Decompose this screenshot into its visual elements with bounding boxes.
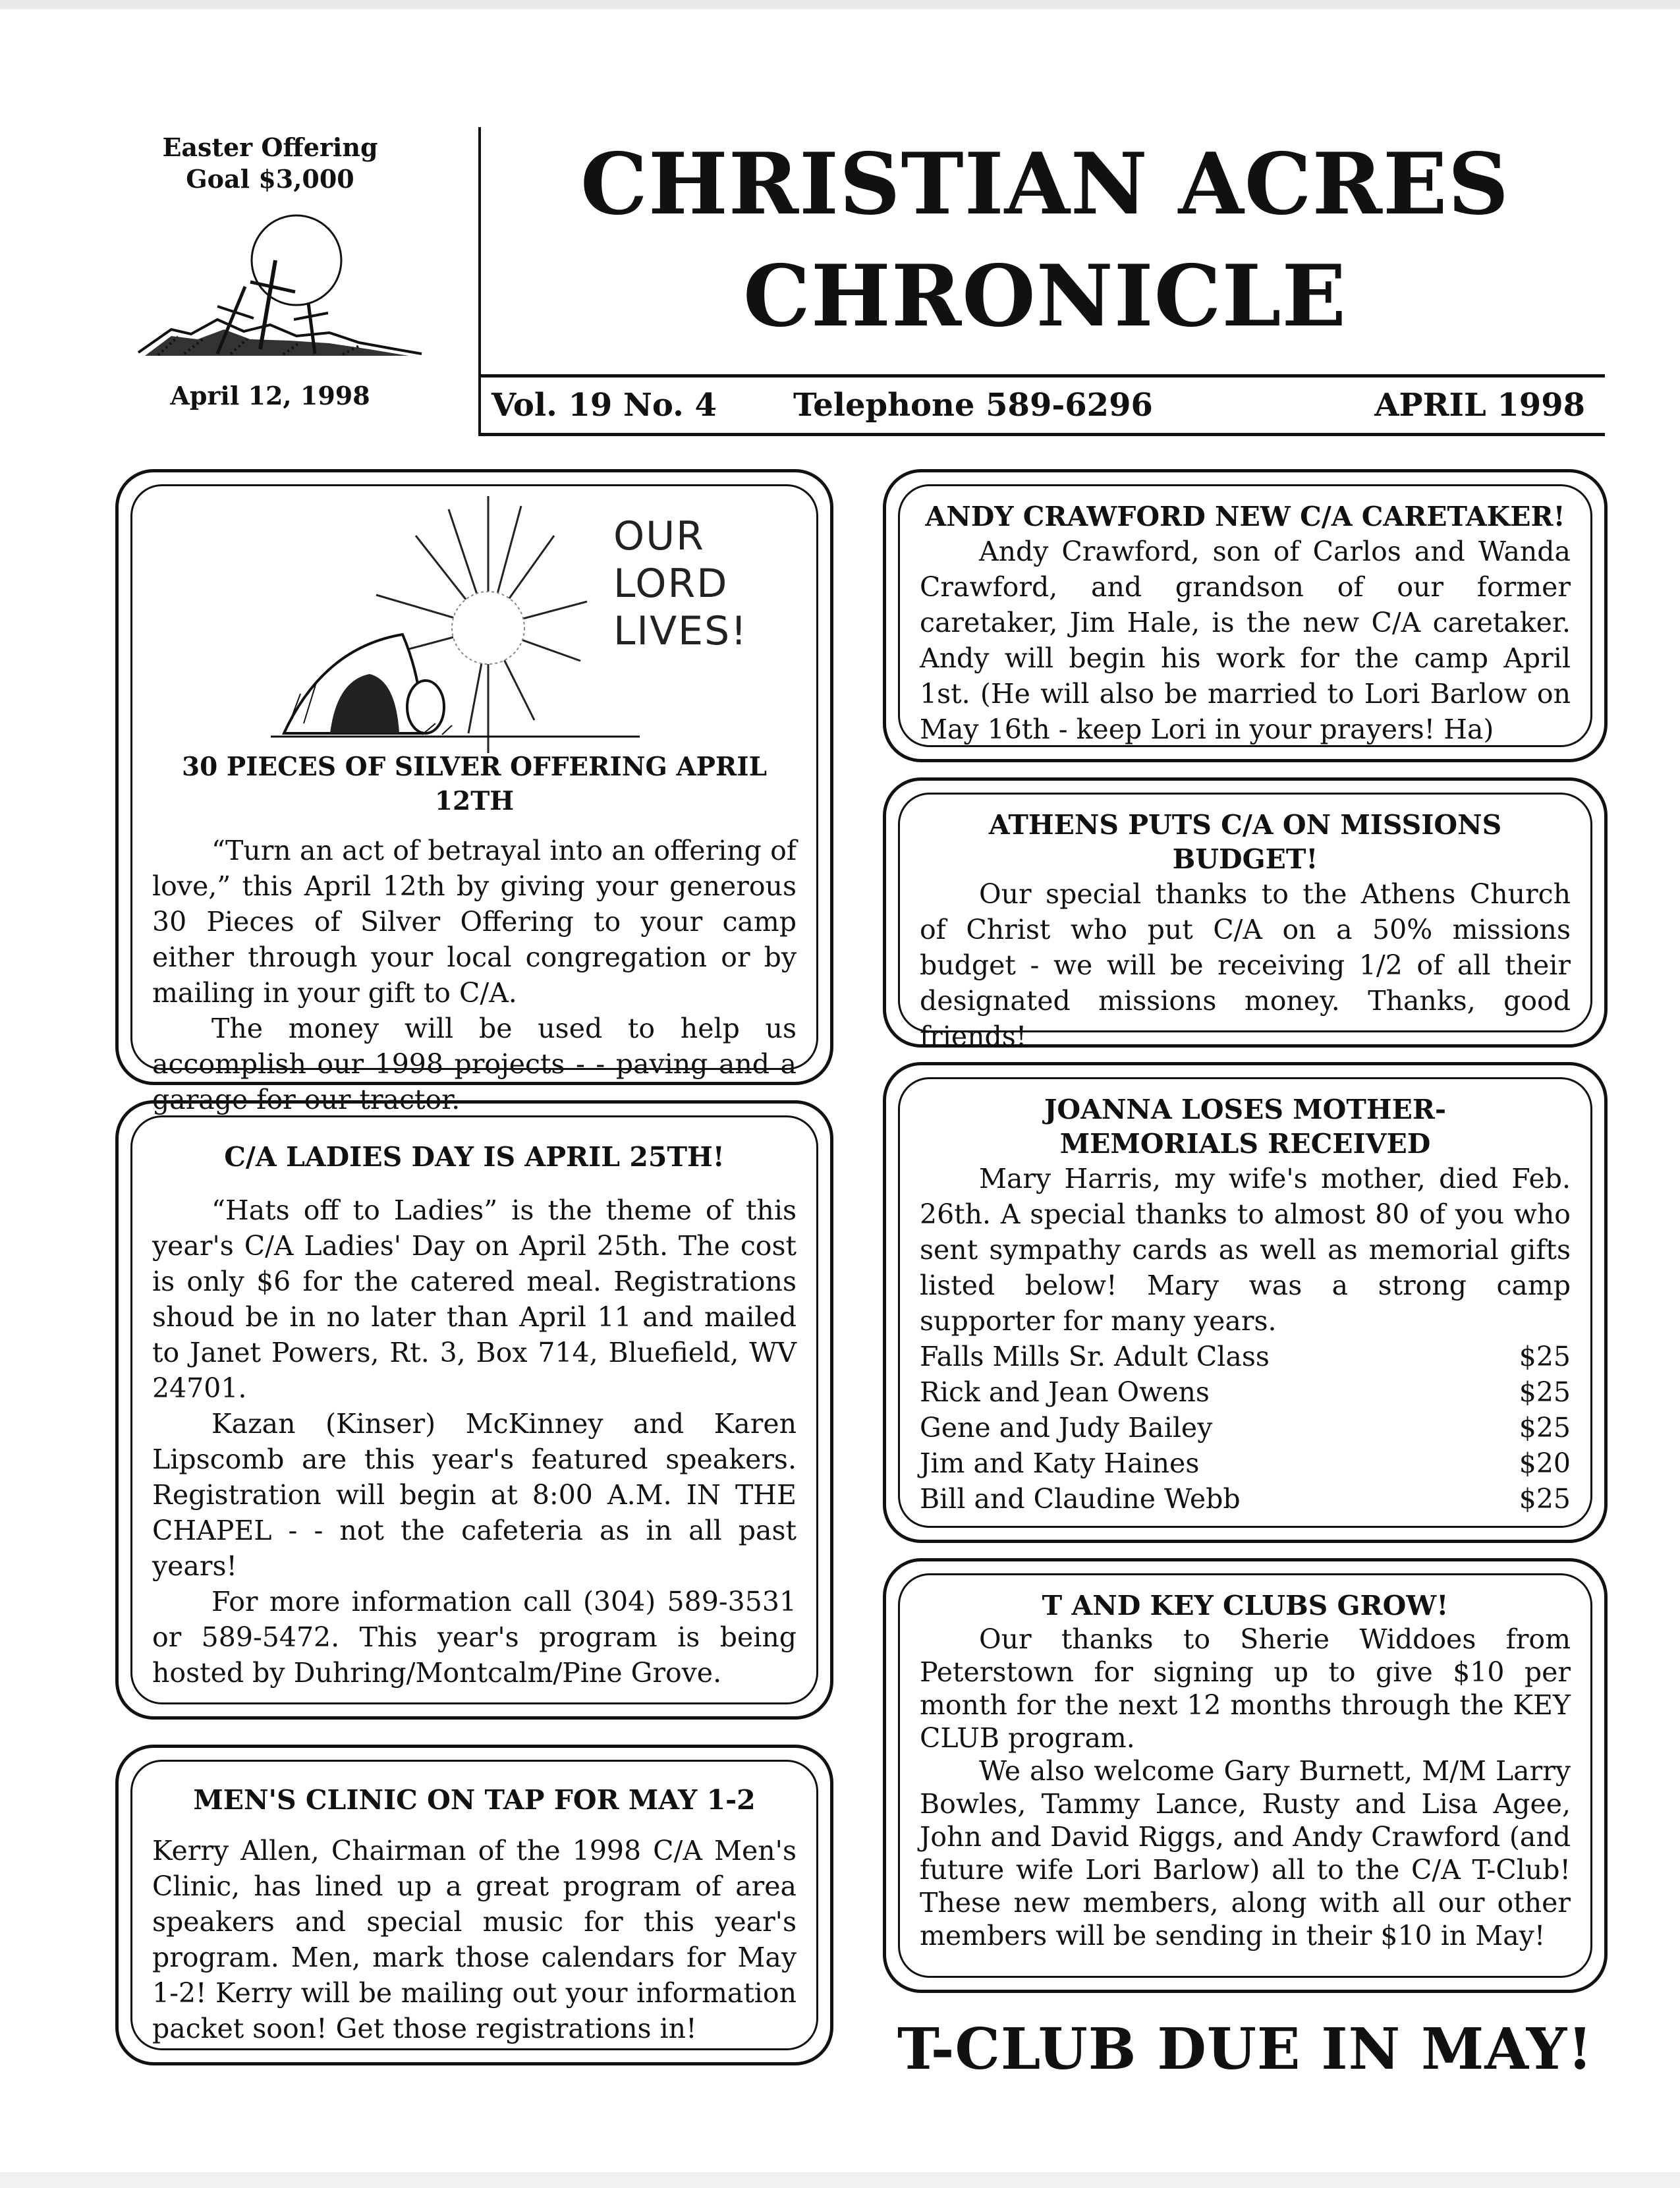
athens-paragraph: Our special thanks to the Athens Church of Christ who put C/A on a 50% missions budget - we will be receiving 1/2 of all their designated missions money. Thanks, good friends! (920, 878, 1571, 1052)
donor-amount: $25 (1519, 1483, 1571, 1515)
issue-date: APRIL 1998 (1374, 387, 1585, 424)
donor-row (920, 1374, 1571, 1410)
donor-row (920, 1339, 1571, 1374)
silver-offering-heading: 30 PIECES OF SILVER OFFERING APRIL 12TH (182, 752, 767, 816)
art-text-lord: LORD (613, 561, 729, 607)
donor-row (920, 1445, 1571, 1481)
page-top-edge (0, 0, 1680, 9)
t-club-due-banner: T-CLUB DUE IN MAY! (897, 2016, 1593, 2083)
memorial-donor-list (920, 1339, 1571, 1517)
donor-name: Bill and Claudine Webb (920, 1483, 1241, 1515)
donor-amount: $25 (1519, 1341, 1571, 1372)
donor-name: Gene and Judy Bailey (920, 1412, 1213, 1444)
ladies-day-paragraph: For more information call (304) 589-3531 or 589-5472. This year's program is being hosted by Duhring/Montcalm/Pine Grove. (152, 1586, 797, 1689)
athens-heading: ATHENS PUTS C/A ON MISSIONS BUDGET! (988, 809, 1502, 875)
t-key-clubs-paragraph: Our thanks to Sherie Widdoes from Peterstown for signing up to give $10 per month for the next 12 months through the KEY CLUB program. (920, 1623, 1571, 1754)
t-key-clubs-paragraph: We also welcome Gary Burnett, M/M Larry Bowles, Tammy Lance, Rusty and Lisa Agee, John and David Riggs, and Andy Crawford (and future wife Lori Barlow) all to the C/A T-Club! These new members, along with all our other members will be sending in their $10 in May! (920, 1755, 1571, 1951)
newsletter-title (485, 128, 1605, 352)
masthead-rule-top (478, 374, 1605, 378)
t-key-clubs-body (920, 1623, 1571, 1952)
page-bottom-edge (0, 2172, 1680, 2188)
easter-offering-note (132, 132, 408, 195)
our-lord-lives-lettering (613, 513, 748, 655)
memorials-heading: JOANNA LOSES MOTHER-MEMORIALS RECEIVED (1044, 1094, 1446, 1160)
silver-offering-paragraph: The money will be used to help us accomplish our 1998 projects - - paving and a garage for our tractor. (152, 1013, 797, 1115)
masthead-rule-bottom (478, 433, 1605, 436)
donor-amount: $25 (1519, 1376, 1571, 1408)
silver-offering-paragraph: “Turn an act of betrayal into an offering of love,” this April 12th by giving your generous 30 Pieces of Silver Offering to your camp either through your local congregation or by mailing in your gift to C/A. (152, 835, 797, 1009)
masthead-info-bar (491, 382, 1585, 428)
ladies-day-paragraph: Kazan (Kinser) McKinney and Karen Lipscomb are this year's featured speakers. Registration will begin at 8:00 A.M. IN THE CHAPEL - - not the cafeteria as in all past years! (152, 1408, 797, 1582)
t-key-clubs-box (883, 1558, 1608, 1993)
donor-row (920, 1481, 1571, 1517)
memorials-body (920, 1161, 1571, 1339)
donor-amount: $25 (1519, 1412, 1571, 1444)
athens-box (883, 777, 1608, 1052)
donor-name: Jim and Katy Haines (920, 1447, 1200, 1479)
volume-number: Vol. 19 No. 4 (491, 387, 717, 424)
sunburst-tomb-icon (271, 496, 640, 753)
donor-name: Falls Mills Sr. Adult Class (920, 1341, 1270, 1372)
ladies-day-box (115, 1100, 833, 1720)
t-key-clubs-heading: T AND KEY CLUBS GROW! (1042, 1590, 1449, 1621)
caretaker-body (920, 534, 1571, 747)
mens-clinic-heading: MEN'S CLINIC ON TAP FOR MAY 1-2 (193, 1784, 756, 1816)
easter-offering-goal: Goal $3,000 (186, 164, 354, 194)
caretaker-box (883, 469, 1608, 762)
ladies-day-paragraph: “Hats off to Ladies” is the theme of this year's C/A Ladies' Day on April 25th. The cost is only $6 for the catered meal. Registrations shoud be in no later than April 11 and mailed to Janet Powers, Rt. 3, Box 714, Bluefield, WV 24701. (152, 1194, 797, 1404)
crosses-on-hill-illustration (132, 214, 435, 376)
easter-date: April 12, 1998 (170, 381, 370, 410)
masthead-divider (478, 127, 481, 435)
ladies-day-heading: C/A LADIES DAY IS APRIL 25TH! (224, 1141, 725, 1173)
mens-clinic-body (152, 1833, 797, 2046)
art-text-lives: LIVES! (613, 608, 748, 654)
easter-offering-line1: Easter Offering (162, 132, 378, 162)
empty-tomb-illustration (152, 486, 797, 750)
mens-clinic-paragraph: Kerry Allen, Chairman of the 1998 C/A Men's Clinic, has lined up a great program of area speakers and special music for this year's program. Men, mark those calendars for May 1-2! Kerry will be mailing out your information packet soon! Get those registrations in! (152, 1835, 797, 2044)
newsletter-title-line2: CHRONICLE (743, 247, 1347, 346)
memorials-box (883, 1062, 1608, 1543)
donor-name: Rick and Jean Owens (920, 1376, 1210, 1408)
art-text-our: OUR (613, 513, 705, 559)
athens-body (920, 876, 1571, 1054)
memorials-paragraph: Mary Harris, my wife's mother, died Feb. 26th. A special thanks to almost 80 of you who sent sympathy cards as well as memorial gifts listed below! Mary was a strong camp supporter for many years. (920, 1163, 1571, 1337)
donor-row (920, 1410, 1571, 1445)
caretaker-heading: ANDY CRAWFORD NEW C/A CARETAKER! (925, 501, 1565, 532)
mens-clinic-box (115, 1745, 833, 2065)
telephone: Telephone 589-6296 (793, 387, 1153, 424)
donor-amount: $20 (1519, 1447, 1571, 1479)
newsletter-title-line1: CHRISTIAN ACRES (580, 135, 1510, 234)
ladies-day-body (152, 1192, 797, 1691)
silver-offering-body (152, 833, 797, 1117)
silver-offering-box (115, 469, 833, 1115)
caretaker-paragraph: Andy Crawford, son of Carlos and Wanda Crawford, and grandson of our former caretaker, Jim Hale, is the new C/A caretaker. Andy will begin his work for the camp April 1st. (He will also be married to Lori Barlow on May 16th - keep Lori in your prayers! Ha) (920, 536, 1571, 745)
